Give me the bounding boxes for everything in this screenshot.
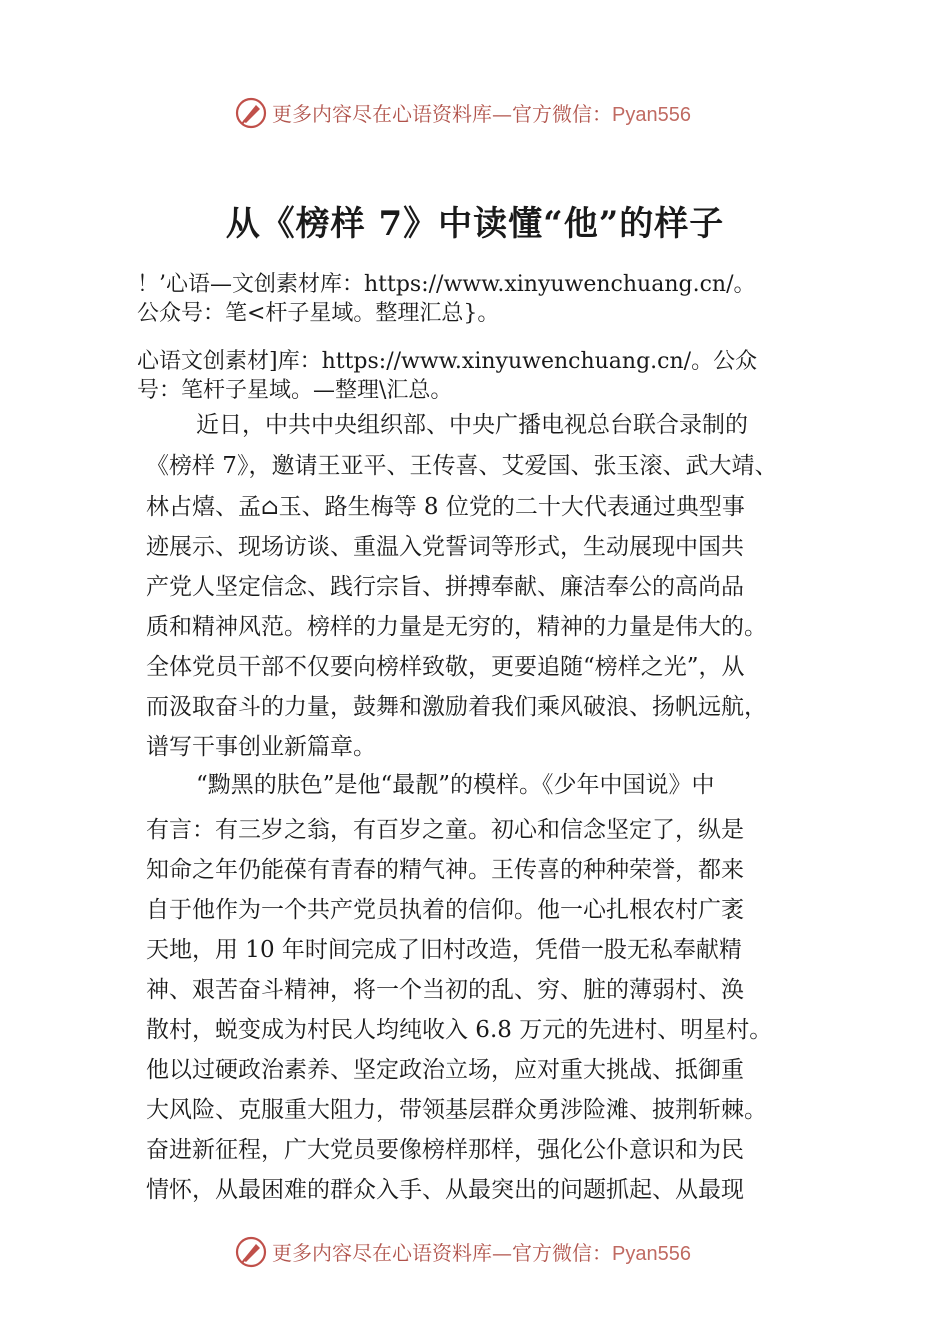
- paragraph-line: 情怀，从最困难的群众入手、从最突出的问题抓起、从最现: [146, 1177, 744, 1203]
- paragraph-line: 全体党员干部不仅要向榜样致敬，更要追随“榜样之光”，从: [146, 654, 745, 680]
- paragraph-line: 谱写干事创业新篇章。: [146, 734, 376, 760]
- paragraph-line: 《榜样 7》，邀请王亚平、王传喜、艾爱国、张玉滚、武大靖、: [146, 453, 778, 479]
- page-title: 从《榜样 7》中读懂“他”的样子: [225, 204, 725, 244]
- paragraph-line: 神、艰苦奋斗精神，将一个当初的乱、穷、脏的薄弱村、涣: [146, 977, 744, 1003]
- footer-banner: [0, 1233, 950, 1273]
- paragraph-line: 迹展示、现场访谈、重温入党誓词等形式，生动展现中国共: [146, 534, 744, 560]
- paragraph-line: 自于他作为一个共产党员执着的信仰。他一心扎根农村广袤: [146, 897, 744, 923]
- paragraph-line: 近日，中共中央组织部、中央广播电视总台联合录制的: [196, 412, 748, 438]
- paragraph-line: 散村，蜕变成为村民人均纯收入 6.8 万元的先进村、明星村。: [146, 1017, 773, 1043]
- pen-nib-logo-icon: [234, 96, 268, 130]
- header-banner: [0, 94, 950, 134]
- paragraph-line: 天地，用 10 年时间完成了旧村改造，凭借一股无私奉献精: [146, 937, 742, 963]
- paragraph-line: 知命之年仍能葆有青春的精气神。王传喜的种种荣誉，都来: [146, 857, 744, 883]
- source-line: 心语文创素材]库：https://www.xinyuwenchuang.cn/。公众: [137, 349, 758, 374]
- footer-banner-text: [272, 1241, 691, 1266]
- source-line: 号：笔杆子星域。—整理\汇总。: [137, 378, 453, 403]
- paragraph-line: 大风险、克服重大阻力，带领基层群众勇涉险滩、披荆斩棘。: [146, 1097, 767, 1123]
- paragraph-line: 林占熺、孟⌂玉、路生梅等 8 位党的二十大代表通过典型事: [146, 494, 745, 520]
- banner-text: 更多内容尽在心语资料库—官方微信：: [272, 102, 612, 126]
- paragraph-line: 产党人坚定信念、践行宗旨、拼搏奉献、廉洁奉公的高尚品: [146, 574, 744, 600]
- header-banner-text: [272, 102, 691, 127]
- wechat-id: Pyan556: [612, 1243, 691, 1265]
- banner-text: 更多内容尽在心语资料库—官方微信：: [272, 1241, 612, 1265]
- paragraph-line: “黝黑的肤色”是他“最靓”的模样。《少年中国说》中: [196, 772, 715, 798]
- paragraph-line: 而汲取奋斗的力量，鼓舞和激励着我们乘风破浪、扬帆远航，: [146, 694, 767, 720]
- source-line: 公众号：笔<杆子星域。整理汇总}。: [137, 301, 500, 326]
- paragraph-line: 奋进新征程，广大党员要像榜样那样，强化公仆意识和为民: [146, 1137, 744, 1163]
- paragraph-line: 质和精神风范。榜样的力量是无穷的，精神的力量是伟大的。: [146, 614, 767, 640]
- source-line: ！’心语—文创素材库：https://www.xinyuwenchuang.cn/。: [137, 272, 756, 297]
- pen-nib-logo-icon: [234, 1235, 268, 1269]
- paragraph-line: 有言：有三岁之翁，有百岁之童。初心和信念坚定了，纵是: [146, 817, 744, 843]
- paragraph-line: 他以过硬政治素养、坚定政治立场，应对重大挑战、抵御重: [146, 1057, 744, 1083]
- wechat-id: Pyan556: [612, 104, 691, 126]
